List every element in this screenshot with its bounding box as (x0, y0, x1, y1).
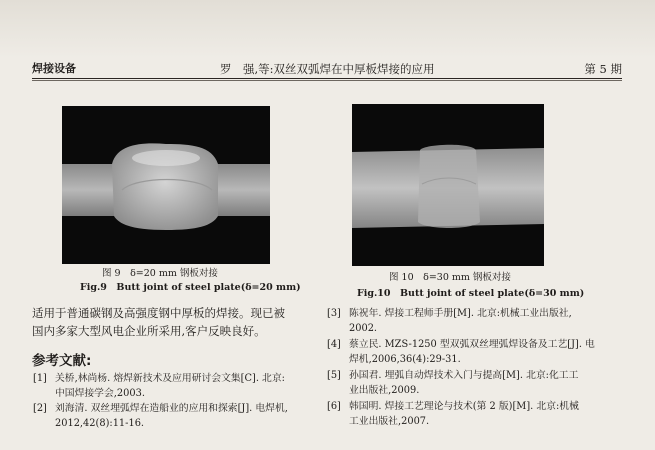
reference-number: [6] (327, 401, 341, 412)
reference-line: 中国焊接学会,2003. (55, 388, 145, 399)
reference-line: 陈祝年. 焊接工程师手册[M]. 北京:机械工业出版社, (349, 308, 572, 319)
figure-10-caption-zh: 图 10 δ=30 mm 钢板对接 (389, 272, 511, 283)
reference-line: 关桥,林尚杨. 熔焊新技术及应用研讨会文集[C]. 北京: (55, 373, 285, 384)
reference-line: 2012,42(8):11-16. (55, 418, 145, 429)
reference-line: 2002. (349, 323, 378, 334)
reference-line: 业出版社,2009. (349, 385, 420, 396)
paragraph-line: 国内多家大型风电企业所采用,客户反映良好。 (32, 324, 266, 338)
reference-line: 蔡立民. MZS-1250 型双弧双丝埋弧焊设备及工艺[J]. 电 (349, 339, 595, 350)
running-title: 罗 强,等:双丝双弧焊在中厚板焊接的应用 (220, 62, 435, 76)
paragraph-line: 适用于普通碳钢及高强度钢中厚板的焊接。现已被 (32, 306, 285, 320)
body-paragraph (32, 304, 307, 340)
reference-number: [4] (327, 339, 341, 350)
figure-10-photo (352, 104, 544, 266)
reference-line: 工业出版社,2007. (349, 416, 430, 427)
header-rule-thin (32, 80, 622, 81)
figure-9-photo (62, 106, 270, 264)
reference-line: 韩国明. 焊接工艺理论与技术(第 2 版)[M]. 北京:机械 (349, 401, 579, 412)
header-rule (32, 78, 622, 79)
reference-number: [1] (33, 373, 47, 384)
figure-9-caption-en: Fig.9 Butt joint of steel plate(δ=20 mm) (80, 282, 301, 293)
journal-name: 焊接设备 (32, 62, 76, 75)
reference-line: 刘海清. 双丝埋弧焊在造船业的应用和探索[J]. 电焊机, (55, 403, 288, 414)
previous-page-bleed (0, 0, 655, 58)
reference-number: [3] (327, 308, 341, 319)
reference-number: [5] (327, 370, 341, 381)
figure-10-caption-en: Fig.10 Butt joint of steel plate(δ=30 mm) (357, 288, 585, 299)
page-header (32, 60, 622, 78)
issue-number: 第 5 期 (584, 62, 622, 76)
reference-number: [2] (33, 403, 47, 414)
reference-line: 焊机,2006,36(4):29-31. (349, 354, 461, 365)
figure-9-caption-zh: 图 9 δ=20 mm 钢板对接 (102, 268, 218, 279)
reference-line: 孙国君. 埋弧自动焊技术入门与提高[M]. 北京:化工工 (349, 370, 579, 381)
references-heading: 参考文献: (32, 353, 92, 369)
